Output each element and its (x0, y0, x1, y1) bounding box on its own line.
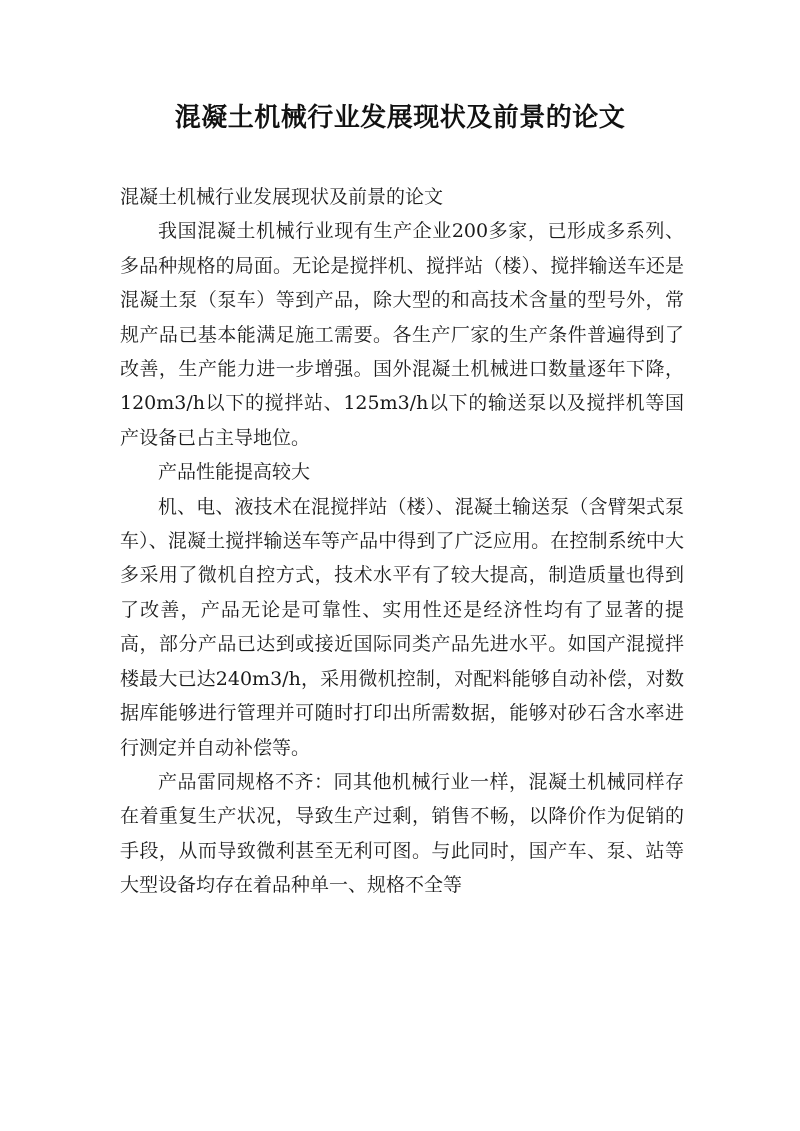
body-paragraph-subtitle: 混凝土机械行业发展现状及前景的论文 (120, 186, 444, 208)
body-paragraph: 我国混凝土机械行业现有生产企业200多家，已形成多系列、多品种规格的局面。无论是搅拌机、搅拌站（楼）、搅拌输送车还是混凝土泵（泵车）等到产品，除大型的和高技术含量的型号外，常规产品已基本能满足施工需要。各生产厂家的生产条件普遍得到了改善，生产能力进一步增强。国外混凝土机械进口数量逐年下降，120m3/h以下的搅拌站、125m3/h以下的输送泵以及搅拌机等国产设备已占主导地位。 (120, 220, 684, 449)
document-title: 混凝土机械行业发展现状及前景的论文 (174, 103, 626, 133)
body-paragraph: 产品雷同规格不齐：同其他机械行业一样，混凝土机械同样存在着重复生产状况，导致生产过剩，销售不畅，以降价作为促销的手段，从而导致微利甚至无利可图。与此同时，国产车、泵、站等大型设备均存在着品种单一、规格不全等 (120, 770, 684, 897)
section-heading: 产品性能提高较大 (158, 461, 311, 484)
body-paragraph: 机、电、液技术在混搅拌站（楼）、混凝土输送泵（含臂架式泵车）、混凝土搅拌输送车等产品中得到了广泛应用。在控制系统中大多采用了微机自控方式，技术水平有了较大提高，制造质量也得到了改善，产品无论是可靠性、实用性还是经济性均有了显著的提高，部分产品已达到或接近国际同类产品先进水平。如国产混搅拌楼最大已达240m3/h，采用微机控制，对配料能够自动补偿，对数据库能够进行管理并可随时打印出所需数据，能够对砂石含水率进行测定并自动补偿等。 (120, 495, 684, 759)
document-body (120, 180, 684, 903)
